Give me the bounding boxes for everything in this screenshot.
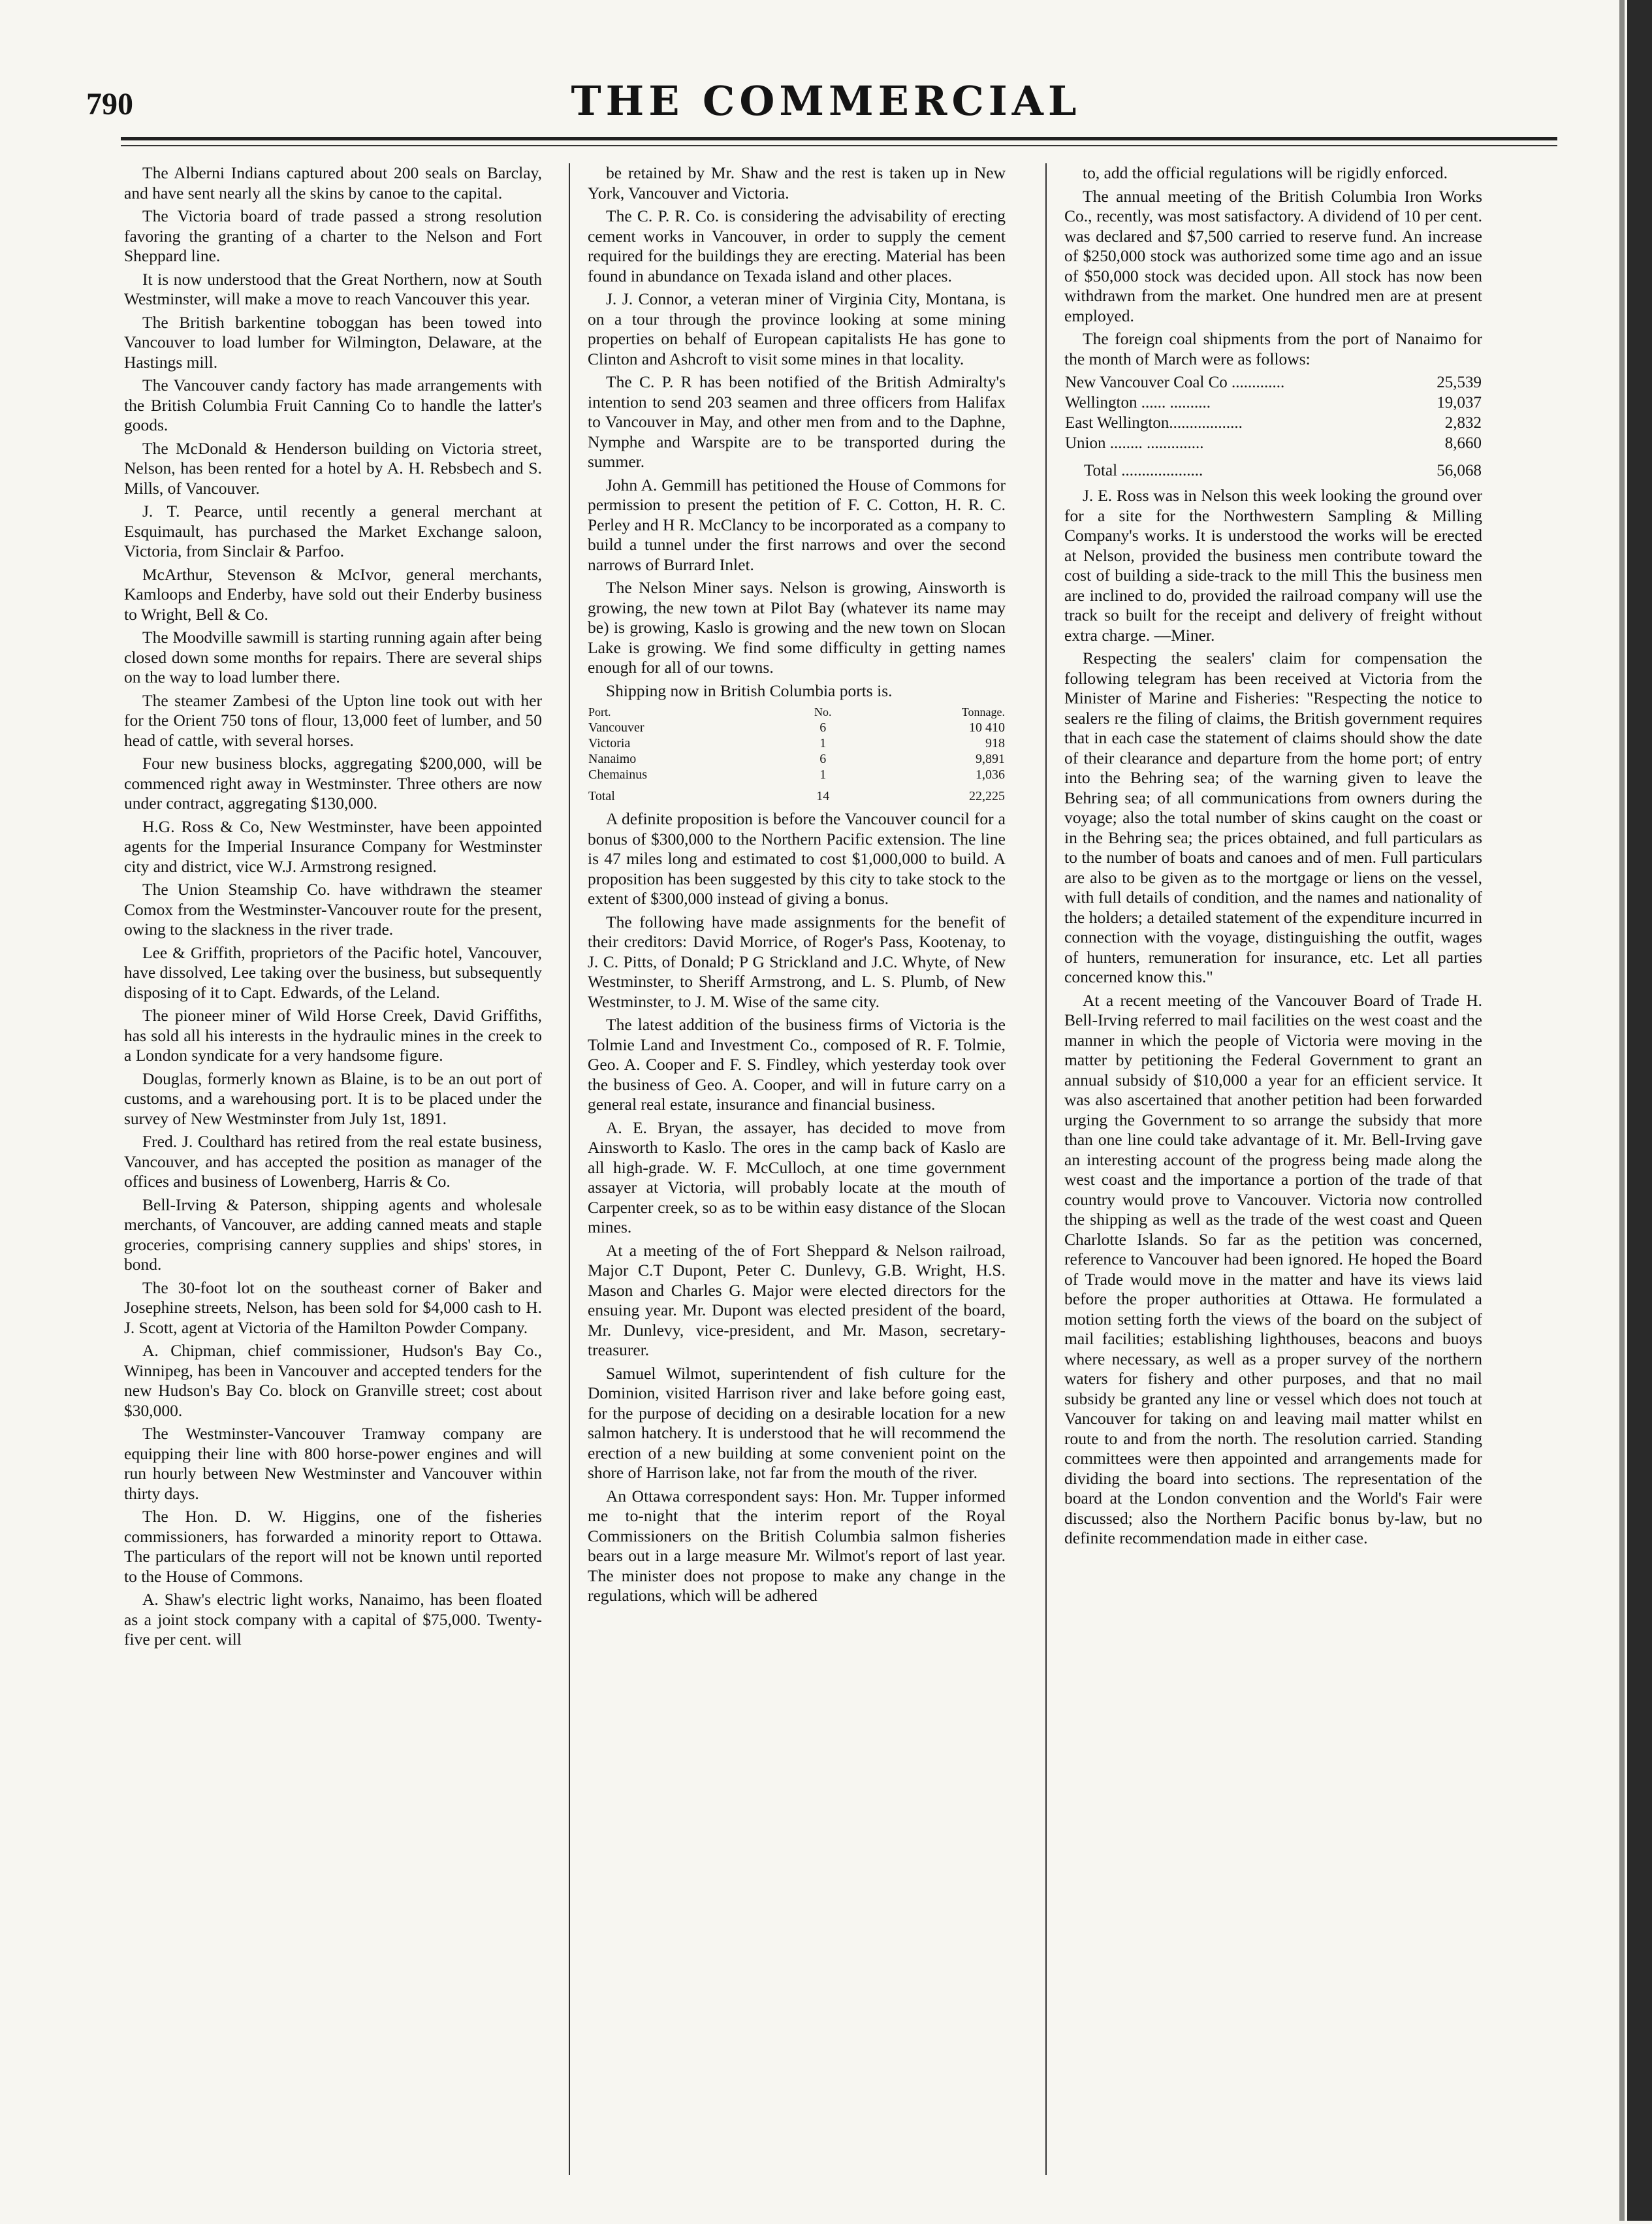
article-paragraph: The annual meeting of the British Columbia Iron Works Co., recently, was most satisfactory. A dividend of 10 per cent. was declared and $7,500 carried to reserve fund. An increase of $250,000 stock was authorized some time ago and an issue of $50,000 stock was decided upon. All stock has now been withdrawn from the market. One hundred men are at present employed. (1064, 186, 1482, 325)
shipping-count: 6 (819, 752, 827, 766)
article-paragraph: The Westminster-Vancouver Tramway company are equipping their line with 800 horse-power engines and will run hourly between New Westminster and Vancouver within thirty days. (124, 1424, 542, 1503)
article-paragraph: The 30-foot lot on the southeast corner of Baker and Josephine streets, Nelson, has been sold for $4,000 cash to H. J. Scott, agent at Victoria of the Hamilton Powder Company. (124, 1278, 542, 1337)
page-number: 790 (86, 87, 133, 121)
coal-tonnage: 8,660 (1444, 434, 1482, 452)
shipping-port: Vancouver (588, 720, 644, 735)
binding-edge (1613, 0, 1652, 2221)
article-paragraph: The following have made assignments for the benefit of their creditors: David Morrice, of Roger's Pass, Kootenay, to J. C. Pitts, of Donald; P G Strickland and J.C. Whyte, of New Westminster, to Sheriff Armstrong, and L. S. Plumb, of New Westminster, to J. M. Wise of the same city. (588, 912, 1006, 1011)
article-paragraph: A. Shaw's electric light works, Nanaimo, has been floated as a joint stock company with a capital of $75,000. Twenty-five per cent. will (124, 1590, 542, 1649)
coal-tonnage: 25,539 (1437, 374, 1482, 391)
shipping-port: Chemainus (588, 767, 647, 782)
article-paragraph: be retained by Mr. Shaw and the rest is taken up in New York, Vancouver and Victoria. (588, 163, 1006, 202)
article-paragraph: The McDonald & Henderson building on Victoria street, Nelson, has been rented for a hotel by A. H. Rebsbech and S. Mills, of Vancouver. (124, 438, 542, 498)
coal-mine: New Vancouver Coal Co ............. (1065, 374, 1285, 391)
shipping-header-tonnage: Tonnage. (961, 705, 1005, 718)
shipping-tonnage: 1,036 (976, 767, 1005, 782)
article-paragraph: Samuel Wilmot, superintendent of fish culture for the Dominion, visited Harrison river and lake before going east, for the purpose of deciding on a desirable location for a new salmon hatchery. It is understood that he will recommend the erection of a new building at some convenient point on the shore of Harrison lake, not far from the mouth of the river. (588, 1363, 1006, 1482)
shipping-row (588, 720, 1006, 735)
shipping-row (588, 751, 1006, 767)
article-paragraph: The C. P. R has been notified of the British Admiralty's intention to send 203 seamen and three officers from Halifax to Vancouver in May, and other men from and to the Daphne, Nymphe and Warspite are to be transported during the summer. (588, 372, 1006, 471)
shipping-total-label: Total (588, 789, 615, 803)
shipping-tonnage: 9,891 (976, 752, 1005, 766)
coal-total-label: Total .................... (1084, 462, 1203, 479)
coal-tonnage: 19,037 (1437, 394, 1482, 411)
shipping-table (588, 704, 1006, 804)
article-paragraph: J. T. Pearce, until recently a general merchant at Esquimault, has purchased the Market Exchange saloon, Victoria, from Sinclair & Parfoo. (124, 502, 542, 560)
coal-mine: East Wellington.................. (1065, 414, 1243, 432)
shipping-total-no: 14 (816, 789, 830, 803)
page-header (0, 0, 1652, 131)
article-paragraph: The Union Steamship Co. have withdrawn the steamer Comox from the Westminster-Vancouver route for the present, owing to the slackness in the river trade. (124, 880, 542, 939)
article-paragraph: The Vancouver candy factory has made arrangements with the British Columbia Fruit Canning Co to handle the latter's goods. (124, 376, 542, 434)
article-paragraph: The British barkentine toboggan has been towed into Vancouver to load lumber for Wilmington, Delaware, at the Hastings mill. (124, 312, 542, 372)
article-paragraph: Respecting the sealers' claim for compensation the following telegram has been received at Victoria from the Minister of Marine and Fisheries: "Respecting the notice to sealers re the filing of claims, the British government requires that in each case the statement of claims should show the date of their clearance and departure from the home port; of entry into the Behring sea; of the warning given to leave the Behring sea; of all communications from owners during the voyage; also the total number of skins caught on the coast or in the Behring sea; the prices obtained, and full particulars as to the number of boats and canoes and of men. Full particulars are also to be given as to the mortgage or liens on the vessel, with full details of condition, and the names and nationality of the holders; a detailed statement of the expenditure incurred in connection with the voyage, distinguishing the outfit, wages of hunters, remuneration for insurance, etc. Let all parties concerned know this." (1064, 649, 1482, 986)
article-paragraph: It is now understood that the Great Northern, now at South Westminster, will make a move to reach Vancouver this year. (124, 269, 542, 308)
article-paragraph: Lee & Griffith, proprietors of the Pacific hotel, Vancouver, have dissolved, Lee taking over the business, but subsequently disposing of it to Capt. Edwards, of the Leland. (124, 943, 542, 1002)
coal-row (1064, 413, 1482, 433)
coal-tonnage: 2,832 (1444, 414, 1482, 432)
header-rule (121, 137, 1557, 140)
header-rule-thin (121, 145, 1557, 146)
shipping-caption: Shipping now in British Columbia ports is. (606, 681, 893, 700)
column-1 (124, 163, 542, 2182)
article-paragraph: The Hon. D. W. Higgins, one of the fisheries commissioners, has forwarded a minority report to Ottawa. The particulars of the report will not be known until reported to the House of Commons. (124, 1507, 542, 1586)
article-paragraph: At a recent meeting of the Vancouver Board of Trade H. Bell-Irving referred to mail facilities on the west coast and the manner in which the people of Victoria were moving in the matter by petitioning the Federal Government to grant an annual subsidy of $10,000 a year for an efficient service. It was also ascertained that another petition had been forwarded urging the Government to so arrange the subsidy that more than one line could take advantage of it. Mr. Bell-Irving gave an interesting account of the progress being made along the west coast and the importance a portion of the trade of that country would prove to Vancouver. Victoria now controlled the shipping as well as the trade of the west coast and Queen Charlotte Islands. So far as the petition was concerned, reference to Vancouver had been ignored. He hoped the Board of Trade would move in the matter and have its views laid before the proper authorities at Ottawa. He formulated a motion setting forth the views of the board on the subject of mail facilities; establishing lighthouses, beacons and buoys where necessary, as well as a proper survey of the northern waters for fishery and other purposes, and that no mail subsidy be granted any line or vessel which does not touch at Vancouver for taking on and leaving mail matter whilst en route to and from the north. The resolution carried. Standing committees were then appointed and arrangements made for dividing the board into sections. The representation of the board at the London convention and the World's Fair were discussed; also the Northern Pacific bonus by-law, but no definite recommendation made in either case. (1064, 990, 1482, 1547)
coal-total-value: 56,068 (1437, 462, 1482, 479)
coal-row (1064, 393, 1482, 413)
shipping-port: Victoria (588, 736, 631, 750)
article-paragraph: The latest addition of the business firms of Victoria is the Tolmie Land and Investment Co., composed of R. F. Tolmie, Geo. A. Cooper and F. S. Findley, which yesterday took over the business of Geo. A. Cooper, and will in future carry on a general real estate, insurance and financial business. (588, 1015, 1006, 1114)
column-3 (1064, 163, 1482, 2182)
column-2 (588, 163, 1006, 2182)
article-paragraph: The Moodville sawmill is starting running again after being closed down some months for repairs. There are several ships on the way to load lumber there. (124, 628, 542, 686)
article-paragraph: The C. P. R. Co. is considering the advisability of erecting cement works in Vancouver, in order to supply the cement required for the buildings they are erecting. Material has been found in abundance on Texada island and other places. (588, 206, 1006, 285)
article-paragraph: A. Chipman, chief commissioner, Hudson's Bay Co., Winnipeg, has been in Vancouver and accepted tenders for the new Hudson's Bay Co. block on Granville street; cost about $30,000. (124, 1341, 542, 1420)
shipping-row (588, 735, 1006, 751)
shipping-port: Nanaimo (588, 752, 637, 766)
coal-row (1064, 372, 1482, 393)
coal-mine: Union ........ .............. (1065, 434, 1204, 452)
article-paragraph: Bell-Irving & Paterson, shipping agents and wholesale merchants, of Vancouver, are adding canned meats and staple groceries, comprising cannery supplies and ships' stores, in bond. (124, 1195, 542, 1274)
coal-mine: Wellington ...... .......... (1065, 394, 1211, 411)
masthead: THE COMMERCIAL (571, 77, 1081, 125)
article-paragraph: An Ottawa correspondent says: Hon. Mr. Tupper informed me to-night that the interim report of the Royal Commissioners on the British Columbia salmon fisheries bears out in a large measure Mr. Wilmot's report of last year. The minister does not propose to make any change in the regulations, which will be adhered (588, 1486, 1006, 1605)
article-paragraph: J. J. Connor, a veteran miner of Virginia City, Montana, is on a tour through the province looking at some mining properties on behalf of European capitalists He has gone to Clinton and Ashcroft to visit some mines in that locality. (588, 289, 1006, 368)
article-paragraph: At a meeting of the of Fort Sheppard & Nelson railroad, Major C.T Dupont, Peter C. Dunlevy, G.B. Wright, H.S. Mason and Charles G. Major were elected directors for the ensuing year. Mr. Dupont was elected president of the board, Mr. Dunlevy, vice-president, and Mr. Mason, secretary-treasurer. (588, 1240, 1006, 1359)
article-paragraph: The Nelson Miner says. Nelson is growing, Ainsworth is growing, the new town at Pilot Bay (whatever its name may be) is growing, Kaslo is growing and the new town on Slocan Lake is growing. We find some difficulty in getting names enough for all of our towns. (588, 578, 1006, 677)
article-paragraph: The pioneer miner of Wild Horse Creek, David Griffiths, has sold all his interests in the hydraulic mines in the creek to a London syndicate for a very handsome figure. (124, 1006, 542, 1065)
shipping-tonnage: 918 (985, 736, 1005, 750)
shipping-header-no: No. (814, 705, 832, 718)
article-paragraph: John A. Gemmill has petitioned the House of Commons for permission to present the petition of F. C. Cotton, H. R. C. Perley and H R. McClancy to be incorporated as a company to build a tunnel under the first narrows and over the second narrows of Burrard Inlet. (588, 475, 1006, 574)
article-paragraph: J. E. Ross was in Nelson this week looking the ground over for a site for the Northwestern Sampling & Milling Company's works. It is understood the works will be erected at Nelson, provided the business men contribute toward the cost of building a side-track to the mill This the business men are inclined to do, provided the railroad company will use the track so built for the receipt and delivery of freight without extra charge. —Miner. (1064, 486, 1482, 645)
article-paragraph: A definite proposition is before the Vancouver council for a bonus of $300,000 to the Northern Pacific extension. The line is 47 miles long and estimated to cost $1,000,000 to build. A proposition has been suggested by this city to take stock to the extent of $300,000 instead of giving a bonus. (588, 809, 1006, 908)
article-paragraph: Douglas, formerly known as Blaine, is to be an out port of customs, and a warehousing port. It is to be placed under the survey of New Westminster from July 1st, 1891. (124, 1069, 542, 1128)
article-paragraph: The Alberni Indians captured about 200 seals on Barclay, and have sent nearly all the skins by canoe to the capital. (124, 163, 542, 202)
coal-row (1064, 433, 1482, 453)
column-divider (569, 163, 570, 2175)
shipping-total-tonnage: 22,225 (969, 789, 1005, 803)
coal-shipments-table (1064, 372, 1482, 481)
shipping-count: 6 (819, 720, 827, 735)
shipping-row (588, 767, 1006, 782)
article-paragraph: The foreign coal shipments from the port of Nanaimo for the month of March were as follows: (1064, 329, 1482, 368)
article-paragraph: Fred. J. Coulthard has retired from the real estate business, Vancouver, and has accepted the position as manager of the offices and business of Lowenberg, Harris & Co. (124, 1132, 542, 1191)
article-paragraph: The Victoria board of trade passed a strong resolution favoring the granting of a charter to the Nelson and Fort Sheppard line. (124, 206, 542, 265)
article-paragraph: Four new business blocks, aggregating $200,000, will be commenced right away in Westminster. Three others are now under contract, aggregating $130,000. (124, 754, 542, 813)
shipping-tonnage: 10 410 (969, 720, 1005, 735)
article-paragraph: to, add the official regulations will be rigidly enforced. (1083, 163, 1448, 182)
article-paragraph: A. E. Bryan, the assayer, has decided to move from Ainsworth to Kaslo. The ores in the camp back of Kaslo are all high-grade. W. F. McCulloch, at one time government assayer at Victoria, will probably locate at the mouth of Carpenter creek, so as to be within easy distance of the Slocan mines. (588, 1118, 1006, 1236)
column-divider (1045, 163, 1047, 2175)
article-paragraph: The steamer Zambesi of the Upton line took out with her for the Orient 750 tons of flour, 13,000 feet of lumber, and 50 head of cattle, with several horses. (124, 690, 542, 750)
article-paragraph: H.G. Ross & Co, New Westminster, have been appointed agents for the Imperial Insurance Company for Westminster city and district, vice W.J. Armstrong resigned. (124, 816, 542, 876)
shipping-count: 1 (819, 767, 827, 782)
shipping-count: 1 (819, 736, 827, 750)
shipping-header-port: Port. (588, 705, 611, 718)
article-paragraph: McArthur, Stevenson & McIvor, general merchants, Kamloops and Enderby, have sold out their Enderby business to Wright, Bell & Co. (124, 564, 542, 624)
